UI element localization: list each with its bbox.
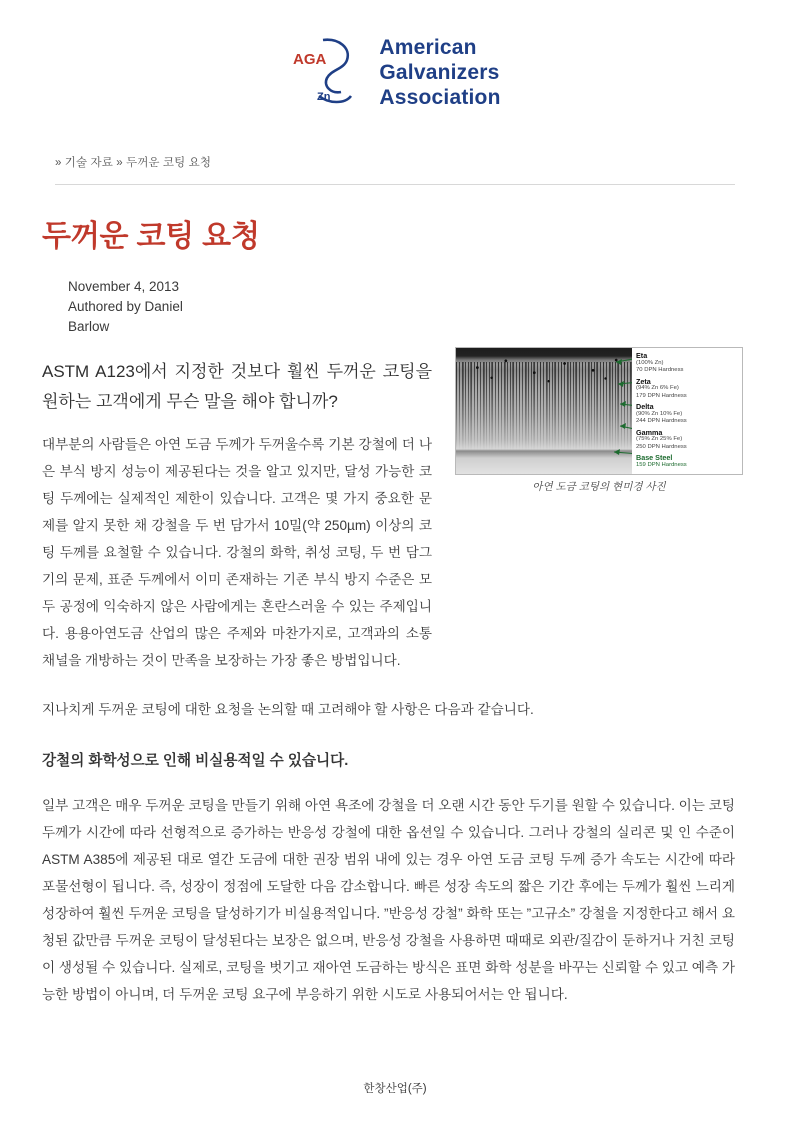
layer-hardness: 159 DPN Hardness [636,461,687,468]
layer-item-eta [636,352,740,375]
layer-legend-panel [632,348,742,474]
breadcrumb[interactable]: » 기술 자료 » 두꺼운 코팅 요청 [55,154,735,185]
layer-composition: (75% Zn 25% Fe) [636,436,683,442]
micrograph-figure [455,347,743,494]
author-name: Authored by Daniel Barlow [68,299,183,334]
layer-hardness: 250 DPN Hardness [636,443,687,450]
layer-composition: (94% Zn 6% Fe) [636,385,679,391]
layer-name: Zeta [636,376,651,386]
logo-line-1: American [379,35,477,59]
layer-hardness: 244 DPN Hardness [636,418,687,424]
body-paragraph-2: 지나치게 두꺼운 코팅에 대한 요청을 논의할 때 고려해야 할 사항은 다음과 같습니다. [42,702,534,717]
figure-caption: 아연 도금 코팅의 현미경 사진 [532,481,666,493]
publish-date: November 4, 2013 [68,279,180,294]
logo-line-2: Galvanizers [379,60,500,84]
section-subheading: 강철의 화학성으로 인해 비실용적일 수 있습니다. [42,753,349,769]
body-paragraph-1: 대부분의 사람들은 아연 도금 두께가 두꺼울수록 기본 강철에 더 나은 부식 방지 성능이 제공된다는 것을 알고 있지만, 달성 가능한 코팅 두께에는 실제적인 제한이 있습니다. 고객은 몇 가지 중요한 문제를 알지 못한 채 강철을 두 번 담가서 10밀(약 250µm) 이상의 코팅 두께를 요철할 수 있습니다. 강철의 화학, 취성 코팅, 두 번 담그기의 문제, 표준 두께에서 이미 존재하는 기존 부식 방지 수준은 모두 공정에 익숙하지 않은 사람에게는 혼란스러울 수 있는 주제입니다. 용용아연도금 산업의 많은 주제와 마찬가지로, 고객과의 소통 채널을 개방하는 것이 만족을 보장하는 가장 좋은 방법입니다. [42,437,432,668]
aga-logo-icon [289,34,363,110]
layer-composition: (100% Zn) [636,359,664,366]
layer-item-gamma [636,429,740,452]
layer-name: Eta [636,351,648,360]
layer-name: Gamma [636,427,663,437]
logo-wordmark [379,35,500,110]
site-logo [0,0,790,118]
logo-line-3: Association [379,85,501,109]
layer-item-delta [636,403,740,426]
layer-item-zeta [636,378,740,401]
layer-hardness: 70 DPN Hardness [636,367,684,373]
layer-hardness: 179 DPN Hardness [636,392,687,399]
layer-composition: (90% Zn 10% Fe) [636,410,683,417]
page-title: 두꺼운 코팅 요청 [42,220,260,253]
lead-question: ASTM A123에서 지정한 것보다 훨씬 두꺼운 코팅을 원하는 고객에게 무슨 말을 해야 합니까? [42,362,432,411]
page-footer: 한창산업(주) [363,1083,427,1095]
layer-name: Base Steel [636,453,673,462]
micrograph-image [455,347,743,475]
svg-text:AGA: AGA [293,51,327,68]
body-paragraph-3: 일부 고객은 매우 두꺼운 코팅을 만들기 위해 아연 욕조에 강철을 더 오랜 시간 동안 두기를 원할 수 있습니다. 이는 코팅 두께가 시간에 따라 선형적으로 증가하는 반응성 강철에 대한 옵션일 수 있습니다. 그러나 강철의 실리콘 및 인 수준이 ASTM A385에 제공된 대로 열간 도금에 대한 권장 범위 내에 있는 경우 아연 도금 코팅 두께 증가 속도는 시간에 따라 포물선형이 됩니다. 즉, 성장이 정점에 도달한 다음 감소합니다. 빠른 성장 속도의 짧은 기간 후에는 두께가 훨씬 느리게 성장하여 훨씬 두꺼운 코팅을 달성하기가 비실용적입니다. ”반응성 강철” 화학 또는 ”고규소” 강철을 지정한다고 해서 요청된 값만큼 두꺼운 코팅이 달성된다는 보장은 없으며, 반응성 강철을 사용하면 때때로 외관/질감이 둔하거나 거친 코팅이 생성될 수 있습니다. 실제로, 코팅을 벗기고 재아연 도금하는 방식은 표면 화학 성분을 바꾸는 신뢰할 수 있고 예측 가능한 방법이 아니며, 더 두꺼운 코팅 요구에 부응하기 위한 시도로 사용되어서는 안 됩니다. [42,798,735,1002]
layer-item-base-steel [636,454,740,469]
layer-name: Delta [636,402,654,411]
byline [68,277,218,337]
svg-text:Zn: Zn [317,91,331,103]
